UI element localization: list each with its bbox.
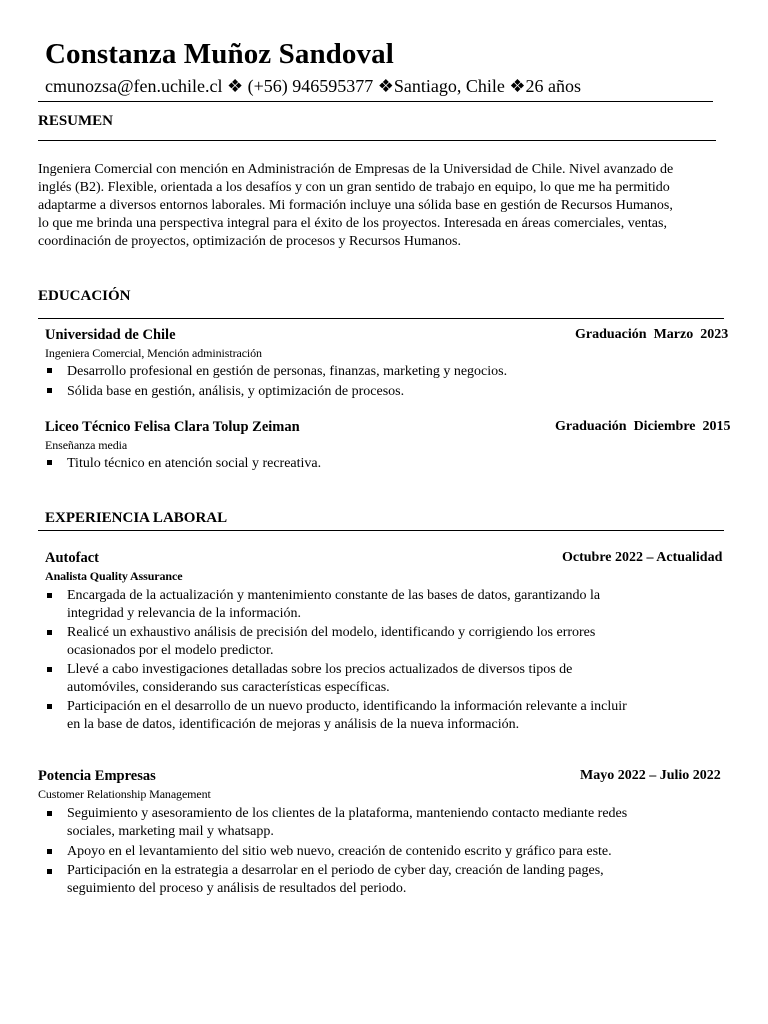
education-bullet: Desarrollo profesional en gestión de personas, finanzas, marketing y negocios.: [67, 364, 508, 379]
job-bullet-line: Encargada de la actualización y mantenimiento constante de las bases de datos, garantizando la: [67, 588, 601, 603]
education-subtitle: Ingeniera Comercial, Mención administración: [45, 346, 262, 360]
bullet-marker: [47, 667, 52, 672]
job-date: Mayo 2022 – Julio 2022: [580, 768, 721, 783]
section-heading-experiencia: EXPERIENCIA LABORAL: [45, 510, 228, 526]
education-institution: Universidad de Chile: [45, 327, 176, 343]
section-heading-educacion: EDUCACIÓN: [38, 288, 131, 304]
section-heading-resumen: RESUMEN: [38, 113, 114, 129]
resumen-line: coordinación de proyectos, optimización de procesos y Recursos Humanos.: [38, 234, 462, 249]
education-bullet: Titulo técnico en atención social y recreativa.: [67, 456, 322, 471]
job-company: Potencia Empresas: [38, 768, 156, 784]
resumen-divider: [38, 140, 716, 141]
bullet-marker: [47, 368, 52, 373]
job-bullet-line: seguimiento del proceso y análisis de resultados del periodo.: [67, 881, 407, 896]
contact-line: cmunozsa@fen.uchile.cl ❖ (+56) 946595377 ❖Santiago, Chile ❖26 años: [45, 76, 582, 96]
resumen-line: lo que me brinda una perspectiva integral para el éxito de los proyectos. Interesada en áreas comerciales, ventas,: [38, 216, 667, 231]
resumen-paragraph: [38, 161, 673, 251]
education-date: Graduación Marzo 2023: [575, 327, 729, 342]
job-bullet-line: Apoyo en el levantamiento del sitio web nuevo, creación de contenido escrito y gráfico para este.: [67, 844, 612, 859]
job-date: Octubre 2022 – Actualidad: [562, 550, 723, 565]
job-bullet-line: sociales, marketing mail y whatsapp.: [67, 824, 274, 839]
bullet-marker: [47, 704, 52, 709]
job-bullet-line: Seguimiento y asesoramiento de los clientes de la plataforma, manteniendo contacto mediante redes: [67, 806, 628, 821]
resumen-line: Ingeniera Comercial con mención en Administración de Empresas de la Universidad de Chile. Nivel avanzado de: [38, 162, 674, 177]
resumen-line: inglés (B2). Flexible, orientada a los desafíos y con un gran sentido de trabajo en equipo, lo que me ha permitido: [38, 180, 670, 195]
job-role: Customer Relationship Management: [38, 787, 211, 801]
job-bullet-line: Participación en la estrategia a desarrolar en el periodo de cyber day, creación de landing pages,: [67, 863, 604, 878]
job-bullet-line: automóviles, considerando sus características específicas.: [67, 680, 390, 695]
job-company: Autofact: [45, 550, 99, 566]
resumen-line: adaptarme a diversos entornos laborales. Mi formación incluye una sólida base en gestión de Recursos Humanos,: [38, 198, 673, 213]
education-institution: Liceo Técnico Felisa Clara Tolup Zeiman: [45, 419, 300, 435]
bullet-marker: [47, 460, 52, 465]
job-bullet-line: integridad y relevancia de la información.: [67, 606, 302, 621]
candidate-name: Constanza Muñoz Sandoval: [45, 38, 394, 70]
job-bullet-line: en la base de datos, identificación de mejoras y análisis de la nueva información.: [67, 717, 520, 732]
bullet-marker: [47, 811, 52, 816]
bullet-marker: [47, 869, 52, 874]
job-bullet-line: ocasionados por el modelo predictor.: [67, 643, 274, 658]
educacion-divider: [38, 318, 724, 319]
education-bullet: Sólida base en gestión, análisis, y optimización de procesos.: [67, 384, 405, 399]
bullet-marker: [47, 388, 52, 393]
job-role: Analista Quality Assurance: [45, 569, 183, 583]
bullet-marker: [47, 593, 52, 598]
job-bullet-line: Participación en el desarrollo de un nuevo producto, identificando la información relevante a incluir: [67, 699, 627, 714]
bullet-marker: [47, 849, 52, 854]
education-date: Graduación Diciembre 2015: [555, 419, 731, 434]
education-subtitle: Enseñanza media: [45, 438, 128, 452]
bullet-marker: [47, 630, 52, 635]
experiencia-divider: [38, 530, 724, 531]
job-bullet-line: Realicé un exhaustivo análisis de precisión del modelo, identificando y corrigiendo los errores: [67, 625, 596, 640]
header-divider: [38, 101, 713, 102]
job-bullet-line: Llevé a cabo investigaciones detalladas sobre los precios actualizados de diversos tipos de: [67, 662, 573, 677]
